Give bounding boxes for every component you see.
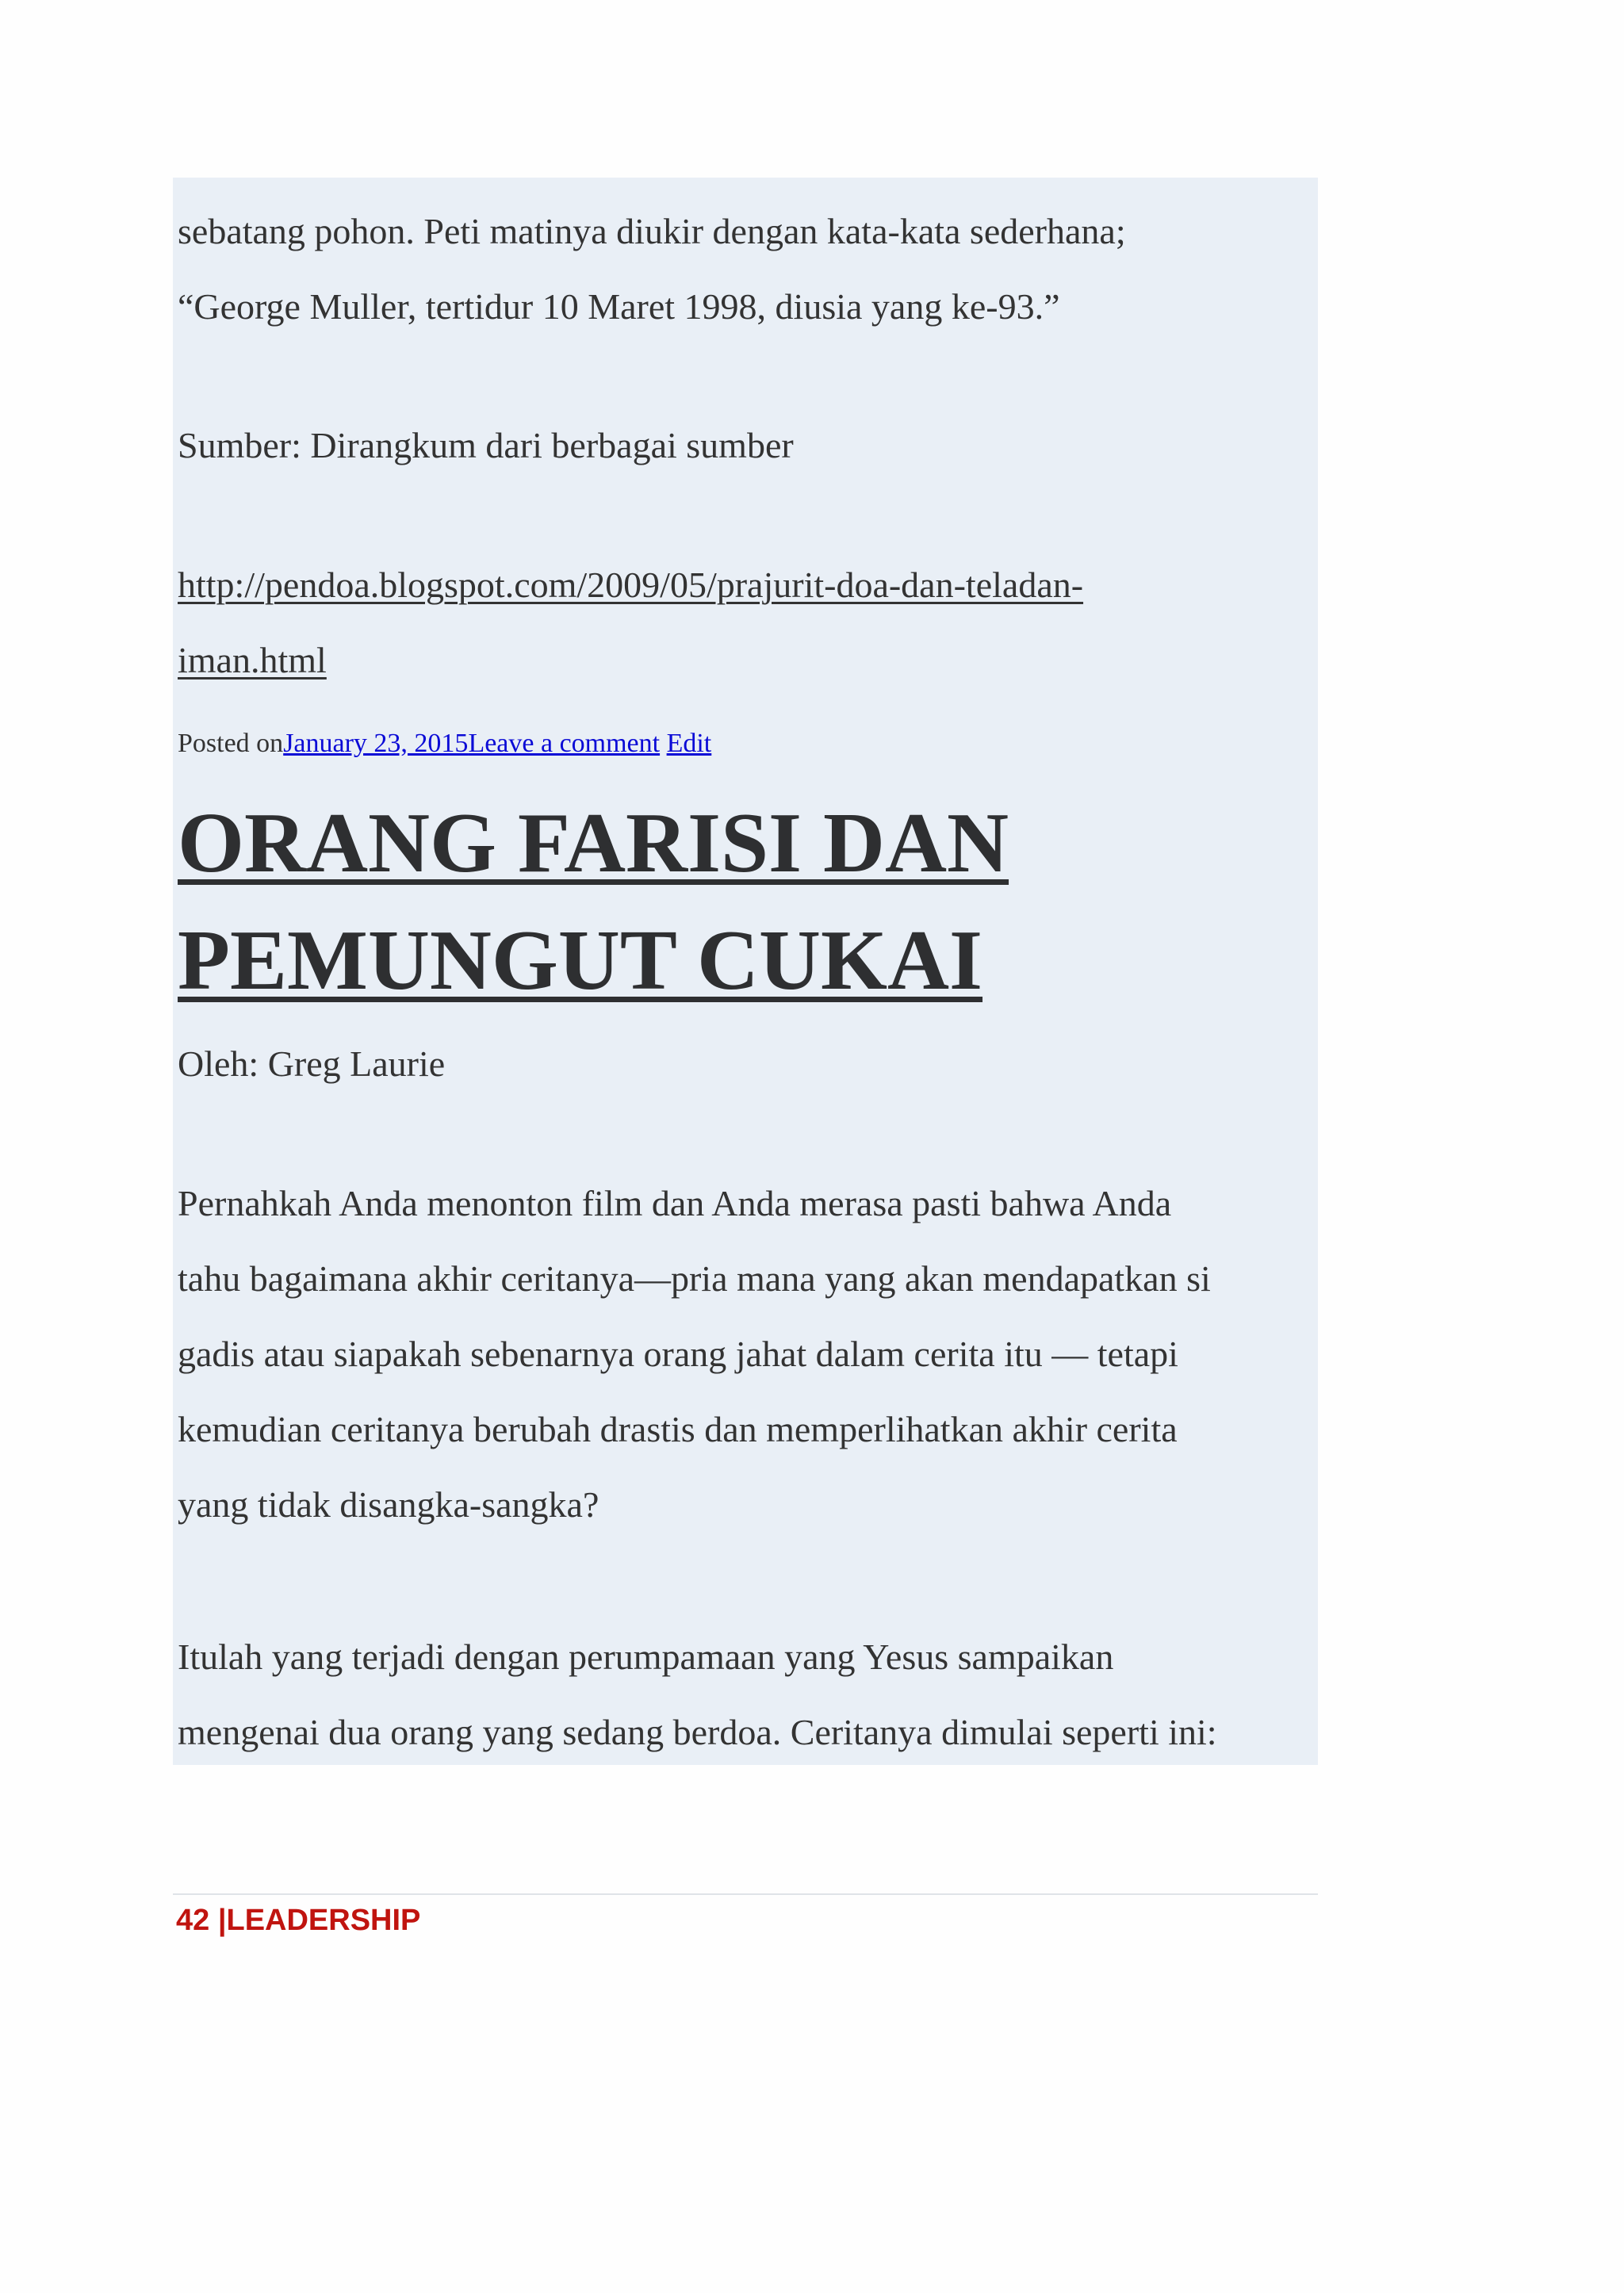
paragraph-line: Pernahkah Anda menonton film dan Anda merasa pasti bahwa Anda	[178, 1183, 1172, 1223]
paragraph-line: kemudian ceritanya berubah drastis dan memperlihatkan akhir cerita	[178, 1409, 1178, 1449]
title-line-2[interactable]: PEMUNGUT CUKAI	[178, 913, 983, 1008]
article-paragraph-2	[178, 1619, 1304, 1770]
footer-divider	[173, 1893, 1318, 1895]
title-line-1[interactable]: ORANG FARISI DAN	[178, 796, 1009, 890]
paragraph-line: gadis atau siapakah sebenarnya orang jahat dalam cerita itu — tetapi	[178, 1334, 1178, 1374]
posted-on-label: Posted on	[178, 729, 284, 758]
article-author: Oleh: Greg Laurie	[178, 1043, 446, 1084]
paragraph-line: mengenai dua orang yang sedang berdoa. Ceritanya dimulai seperti ini:	[178, 1712, 1217, 1752]
post-meta	[178, 720, 711, 768]
paragraph-line: yang tidak disangka-sangka?	[178, 1484, 599, 1525]
footer-separator: |	[209, 1904, 227, 1937]
source-url-line-1[interactable]: http://pendoa.blogspot.com/2009/05/prajurit-doa-dan-teladan-	[178, 565, 1084, 605]
page-number: 42	[176, 1904, 210, 1937]
source-url-line-2[interactable]: iman.html	[178, 640, 327, 680]
post-date-link[interactable]: January 23, 2015	[283, 729, 469, 758]
leave-comment-link[interactable]: Leave a comment	[468, 729, 661, 758]
source-credit: Sumber: Dirangkum dari berbagai sumber	[178, 425, 794, 465]
page-footer	[176, 1897, 420, 1944]
article-title[interactable]	[178, 785, 1009, 1020]
text-line: “George Muller, tertidur 10 Maret 1998, diusia yang ke-93.”	[178, 286, 1060, 327]
footer-section-label: LEADERSHIP	[226, 1904, 421, 1937]
article-paragraph-1	[178, 1166, 1304, 1542]
source-url-link[interactable]	[178, 547, 1304, 698]
edit-link[interactable]: Edit	[666, 729, 712, 758]
paragraph-line: tahu bagaimana akhir ceritanya—pria mana yang akan mendapatkan si	[178, 1258, 1211, 1299]
article-previous-ending	[178, 193, 1304, 344]
text-line: sebatang pohon. Peti matinya diukir dengan kata-kata sederhana;	[178, 211, 1126, 251]
paragraph-line: Itulah yang terjadi dengan perumpamaan yang Yesus sampaikan	[178, 1636, 1114, 1677]
